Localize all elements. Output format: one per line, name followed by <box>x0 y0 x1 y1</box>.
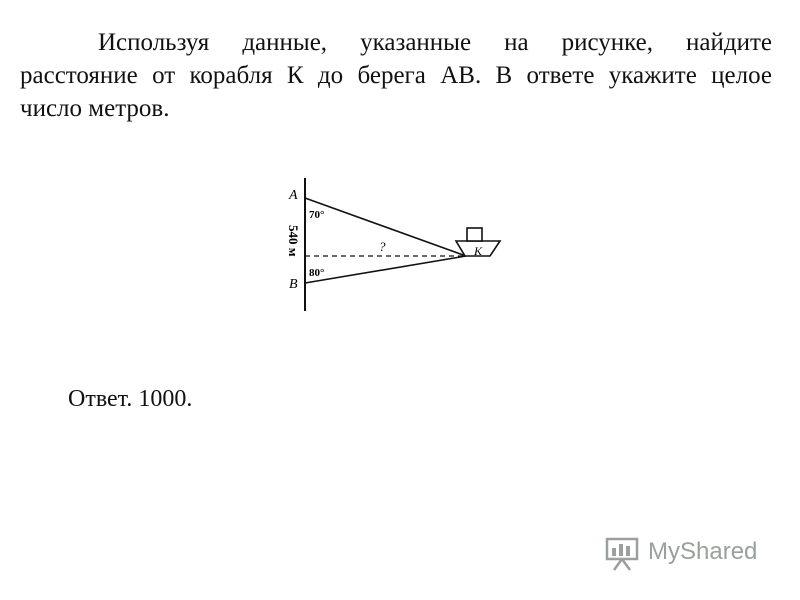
label-point-k: K <box>474 244 483 258</box>
label-angle-b: 80° <box>309 267 325 279</box>
geometry-diagram <box>278 178 518 318</box>
watermark-text: MyShared <box>648 538 758 565</box>
presentation-board-icon <box>604 534 644 574</box>
answer-text: Ответ. 1000. <box>68 386 193 412</box>
segment-ak <box>305 198 466 256</box>
problem-line-1 <box>20 26 772 59</box>
label-point-b: B <box>289 277 298 292</box>
problem-line-2: расстояние от корабля К до берега АВ. В ответе укажите целое <box>20 62 772 89</box>
ship-cabin <box>467 228 482 241</box>
label-unknown: ? <box>379 239 386 254</box>
problem-text-1: Используя данные, указанные на рисунке, найдите <box>98 29 772 56</box>
problem-statement <box>20 26 772 125</box>
label-point-a: A <box>289 188 298 203</box>
segment-bk <box>305 256 466 283</box>
label-angle-a: 70° <box>309 209 325 221</box>
problem-line-3: число метров. <box>20 95 170 122</box>
myshared-watermark <box>604 534 774 574</box>
label-side-ab: 540 м <box>286 225 301 257</box>
